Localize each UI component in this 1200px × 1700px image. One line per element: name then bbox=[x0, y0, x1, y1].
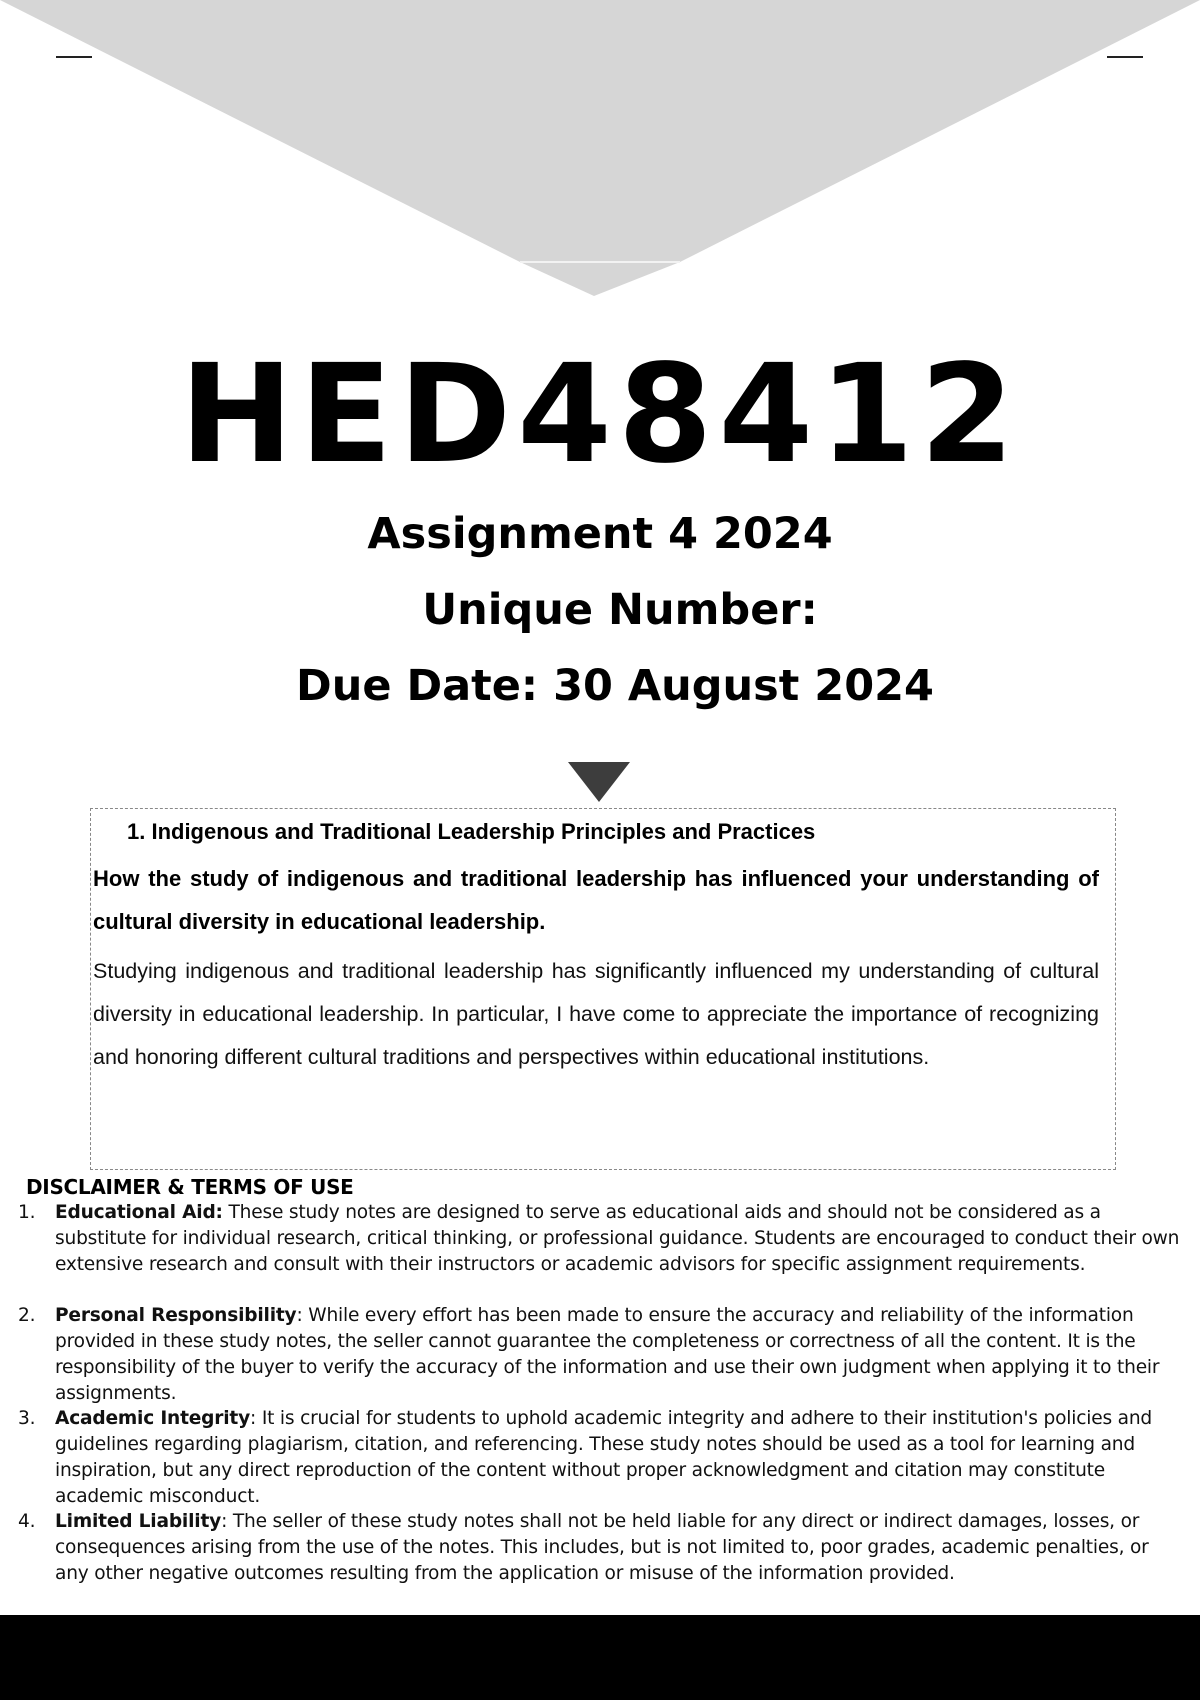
assignment-title: Assignment 4 2024 bbox=[367, 509, 833, 559]
corner-mark-right bbox=[1107, 56, 1143, 58]
content-preview-box bbox=[90, 808, 1116, 1170]
term-text: : The seller of these study notes shall not be held liable for any direct or indirect damages, losses, or consequences arising from the use of the notes. This includes, but is not limited to, poor grades, academic penalties, or any other negative outcomes resulting from the application or misuse of the information provided. bbox=[55, 1511, 1149, 1584]
bottom-bar bbox=[0, 1615, 1200, 1700]
banner-chevron-graphic bbox=[0, 0, 1200, 300]
question-text: How the study of indigenous and traditional leadership has influenced your understanding of cultural diversity in educational leadership. bbox=[93, 866, 1099, 934]
term-item-personal-responsibility bbox=[0, 1303, 1200, 1406]
term-item-educational-aid bbox=[0, 1200, 1200, 1303]
term-text: : While every effort has been made to ensure the accuracy and reliability of the information provided in these study notes, the seller cannot guarantee the completeness or correctness of all the content. It is the responsibility of the buyer to verify the accuracy of the information and use their own judgment when applying it to their assignments. bbox=[55, 1305, 1160, 1404]
term-item-academic-integrity bbox=[0, 1406, 1200, 1509]
banner-chevron-tip bbox=[520, 262, 680, 296]
term-number: 4. bbox=[18, 1511, 36, 1532]
unique-number-label: Unique Number: bbox=[422, 585, 818, 635]
term-label: Personal Responsibility bbox=[55, 1305, 297, 1326]
term-label: Educational Aid: bbox=[55, 1202, 223, 1223]
term-label: Limited Liability bbox=[55, 1511, 222, 1532]
term-label: Academic Integrity bbox=[55, 1408, 251, 1429]
course-code-title: HED48412 bbox=[179, 336, 1021, 494]
section-heading: 1. Indigenous and Traditional Leadership Principles and Practices bbox=[127, 819, 816, 844]
banner-chevron-shape bbox=[0, 0, 1200, 262]
terms-list bbox=[0, 1200, 1200, 1612]
down-arrow-icon bbox=[568, 762, 630, 802]
due-date-label: Due Date: 30 August 2024 bbox=[296, 661, 934, 711]
term-text: These study notes are designed to serve as educational aids and should not be considered as a substitute for individual research, critical thinking, or professional guidance. Students are encouraged to conduct their own extensive research and consult with their instructors or academic advisors for specific assignment requirements. bbox=[55, 1202, 1180, 1275]
term-text: : It is crucial for students to uphold academic integrity and adhere to their institution's policies and guidelines regarding plagiarism, citation, and referencing. These study notes should be used as a tool for learning and inspiration, but any direct reproduction of the content without proper acknowledgment and citation may constitute academic misconduct. bbox=[55, 1408, 1153, 1507]
term-number: 3. bbox=[18, 1408, 36, 1429]
term-item-limited-liability bbox=[0, 1509, 1200, 1612]
answer-text: Studying indigenous and traditional leadership has significantly influenced my understanding of cultural diversity in educational leadership. In particular, I have come to appreciate the importance of recognizing and honoring different cultural traditions and perspectives within educational institutions. bbox=[93, 959, 1099, 1069]
disclaimer-title: DISCLAIMER & TERMS OF USE bbox=[26, 1175, 354, 1199]
term-number: 1. bbox=[18, 1202, 36, 1223]
corner-mark-left bbox=[56, 56, 92, 58]
term-number: 2. bbox=[18, 1305, 36, 1326]
